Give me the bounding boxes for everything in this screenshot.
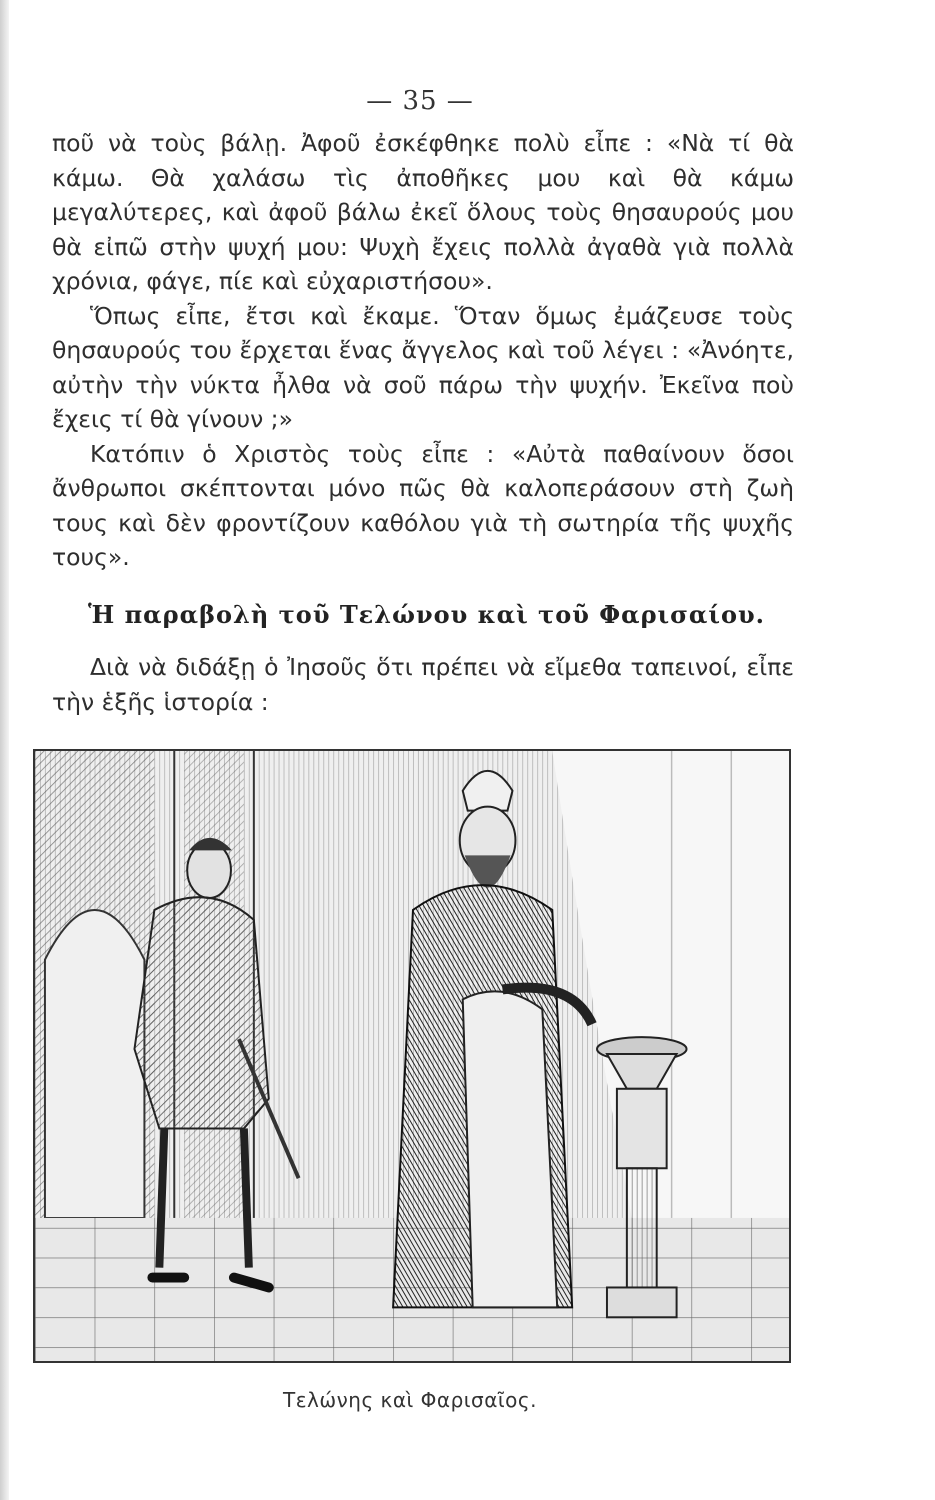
paragraph-1: ποῦ νὰ τοὺς βάλῃ. Ἀφοῦ ἐσκέφθηκε πολὺ εἶπε : «Νὰ τί θὰ κάμω. Θὰ χαλάσω τὶς ἀποθῆκες μου καὶ θὰ κάμω μεγαλύτερες, καὶ ἀφοῦ βάλω ἐκεῖ ὅλους τοὺς θησαυρούς μου θὰ εἰπῶ στὴν ψυχή μου: Ψυχὴ ἔχεις πολλὰ ἀγαθὰ γιὰ πολλὰ χρόνια, φάγε, πίε καὶ εὐχαριστήσου».: [52, 129, 794, 295]
body-text: [52, 126, 794, 575]
page-binding-edge: [0, 0, 9, 1500]
section-heading: Ἡ παραβολὴ τοῦ Τελώνου καὶ τοῦ Φαρισαίου.: [88, 600, 765, 629]
illustration-caption: Τελώνης καὶ Φαρισαῖος.: [283, 1388, 537, 1412]
page-number: — 35 —: [366, 86, 474, 116]
section-body: [52, 650, 794, 719]
paragraph-3: Κατόπιν ὁ Χριστὸς τοὺς εἶπε : «Αὐτὰ παθαίνουν ὅσοι ἄνθρωποι σκέπτονται μόνο πῶς θὰ καλοπεράσουν στὴ ζωὴ τους καὶ δὲν φροντίζουν καθόλου γιὰ τὴ σωτηρία τῆς ψυχῆς τους».: [52, 439, 794, 571]
engraving-illustration: [33, 749, 791, 1363]
paragraph-2: Ὅπως εἶπε, ἔτσι καὶ ἔκαμε. Ὅταν ὅμως ἐμάζευσε τοὺς θησαυρούς του ἔρχεται ἕνας ἄγγελος καὶ τοῦ λέγει : «Ἀνόητε, αὐτὴν τὴν νύκτα ἦλθα νὰ σοῦ πάρω τὴν ψυχήν. Ἐκεῖνα ποὺ ἔχεις τί θὰ γίνουν ;»: [52, 301, 794, 433]
section-paragraph: Διὰ νὰ διδάξῃ ὁ Ἰησοῦς ὅτι πρέπει νὰ εἴμεθα ταπεινοί, εἶπε τὴν ἑξῆς ἱστορία :: [52, 653, 794, 716]
